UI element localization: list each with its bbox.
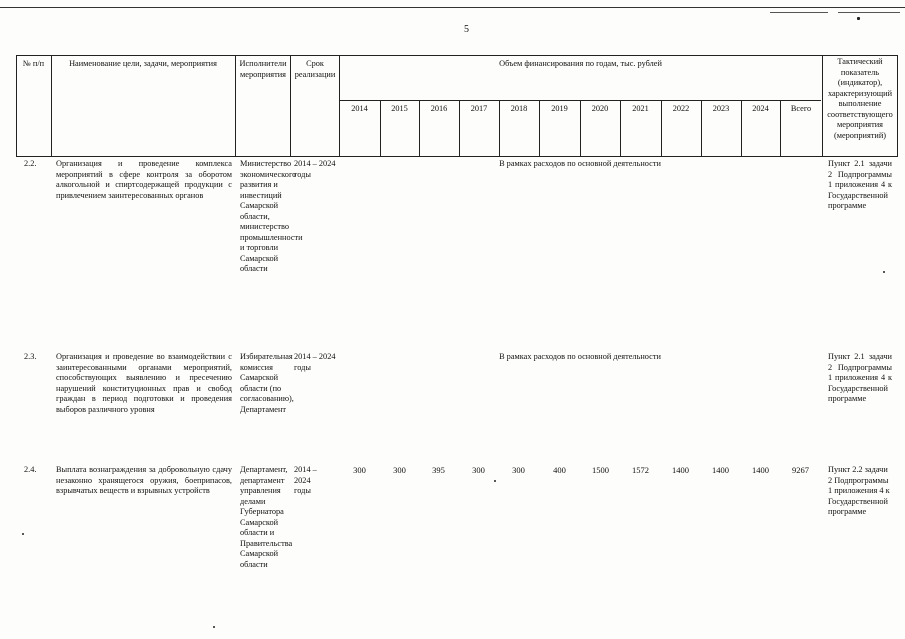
header-num: № п/п: [22, 59, 45, 68]
row-number: 2.2.: [24, 159, 37, 168]
header-year: 2019: [551, 104, 568, 113]
row-indicator: Пункт 2.2 задачи 2 Подпрограммы 1 приложения 4 к Государственной программе: [828, 465, 890, 516]
value-2022: 1400: [672, 465, 689, 475]
page-number: 5: [464, 24, 469, 35]
row-term: 2014 – 2024 годы: [294, 352, 336, 372]
header-year: 2017: [470, 104, 488, 113]
value-2016: 395: [432, 465, 445, 475]
row-number: 2.3.: [24, 352, 37, 361]
value-2015: 300: [393, 465, 406, 475]
scan-mark: [838, 12, 900, 13]
header-financing: Объем финансирования по годам, тыс. рублей: [499, 59, 662, 68]
header-executor: Исполнители мероприятия: [239, 59, 287, 79]
scan-speck: [213, 626, 215, 628]
value-2014: 300: [353, 465, 366, 475]
header-year: 2016: [430, 104, 448, 113]
header-year: 2022: [672, 104, 690, 113]
header-year: 2021: [632, 104, 649, 113]
row-financing-note: В рамках расходов по основной деятельности: [499, 352, 661, 361]
row-indicator: Пункт 2.1 задачи 2 Подпрограммы 1 приложения 4 к Государственной программе: [828, 159, 892, 210]
value-total: 9267: [792, 465, 809, 475]
scan-top-edge: [0, 7, 905, 8]
header-year: 2023: [712, 104, 730, 113]
row-term: 2014 – 2024 годы: [294, 465, 317, 495]
header-year: 2018: [510, 104, 528, 113]
header-year: 2020: [591, 104, 609, 113]
scan-mark: [770, 12, 828, 13]
row-executor: Министерство экономического развития и инвестиций Самарской области, министерство промышленности и торговли Самарской области: [240, 159, 303, 273]
scan-speck: [857, 17, 860, 20]
value-2021: 1572: [632, 465, 649, 475]
scan-speck: [22, 533, 24, 535]
header-indicator: Тактический показатель (индикатор), характеризующий выполнение соответствующего мероприятия (мероприятий): [827, 57, 893, 140]
row-name: Организация и проведение во взаимодействии с заинтересованными органами мероприятий, способствующих выявлению и пресечению нарушений конституционных прав и свобод граждан в период подготовки и проведения выборов различного уровня: [56, 352, 232, 414]
value-2019: 400: [553, 465, 566, 475]
value-2017: 300: [472, 465, 485, 475]
row-executor: Департамент, департамент управления делами Губернатора Самарской области и Правительства Самарской области: [240, 465, 293, 569]
row-name: Организация и проведение комплекса мероприятий в сфере контроля за оборотом алкогольной и спиртсодержащей продукции с привлечением заинтересованных органов: [56, 159, 232, 200]
header-year: 2014: [351, 104, 368, 113]
row-indicator: Пункт 2.1 задачи 2 Подпрограммы 1 приложения 4 к Государственной программе: [828, 352, 892, 403]
row-name: Выплата вознаграждения за добровольную сдачу незаконно хранящегося оружия, боеприпасов, взрывчатых веществ и взрывных устройств: [56, 465, 232, 495]
header-name: Наименование цели, задачи, мероприятия: [69, 59, 217, 68]
row-term: 2014 – 2024 годы: [294, 159, 336, 179]
header-year: 2015: [391, 104, 408, 113]
value-2020: 1500: [592, 465, 609, 475]
scan-speck: [883, 271, 885, 273]
value-2023: 1400: [712, 465, 729, 475]
scan-speck: [494, 480, 496, 482]
value-2018: 300: [512, 465, 525, 475]
value-2024: 1400: [752, 465, 769, 475]
row-financing-note: В рамках расходов по основной деятельности: [499, 159, 661, 168]
row-executor: Избирательная комиссия Самарской области (по согласованию), Департамент: [240, 352, 294, 414]
header-year: 2024: [752, 104, 769, 113]
header-year-total: Всего: [790, 104, 812, 113]
row-number: 2.4.: [24, 465, 37, 474]
header-term: Срок реализации: [294, 59, 336, 79]
